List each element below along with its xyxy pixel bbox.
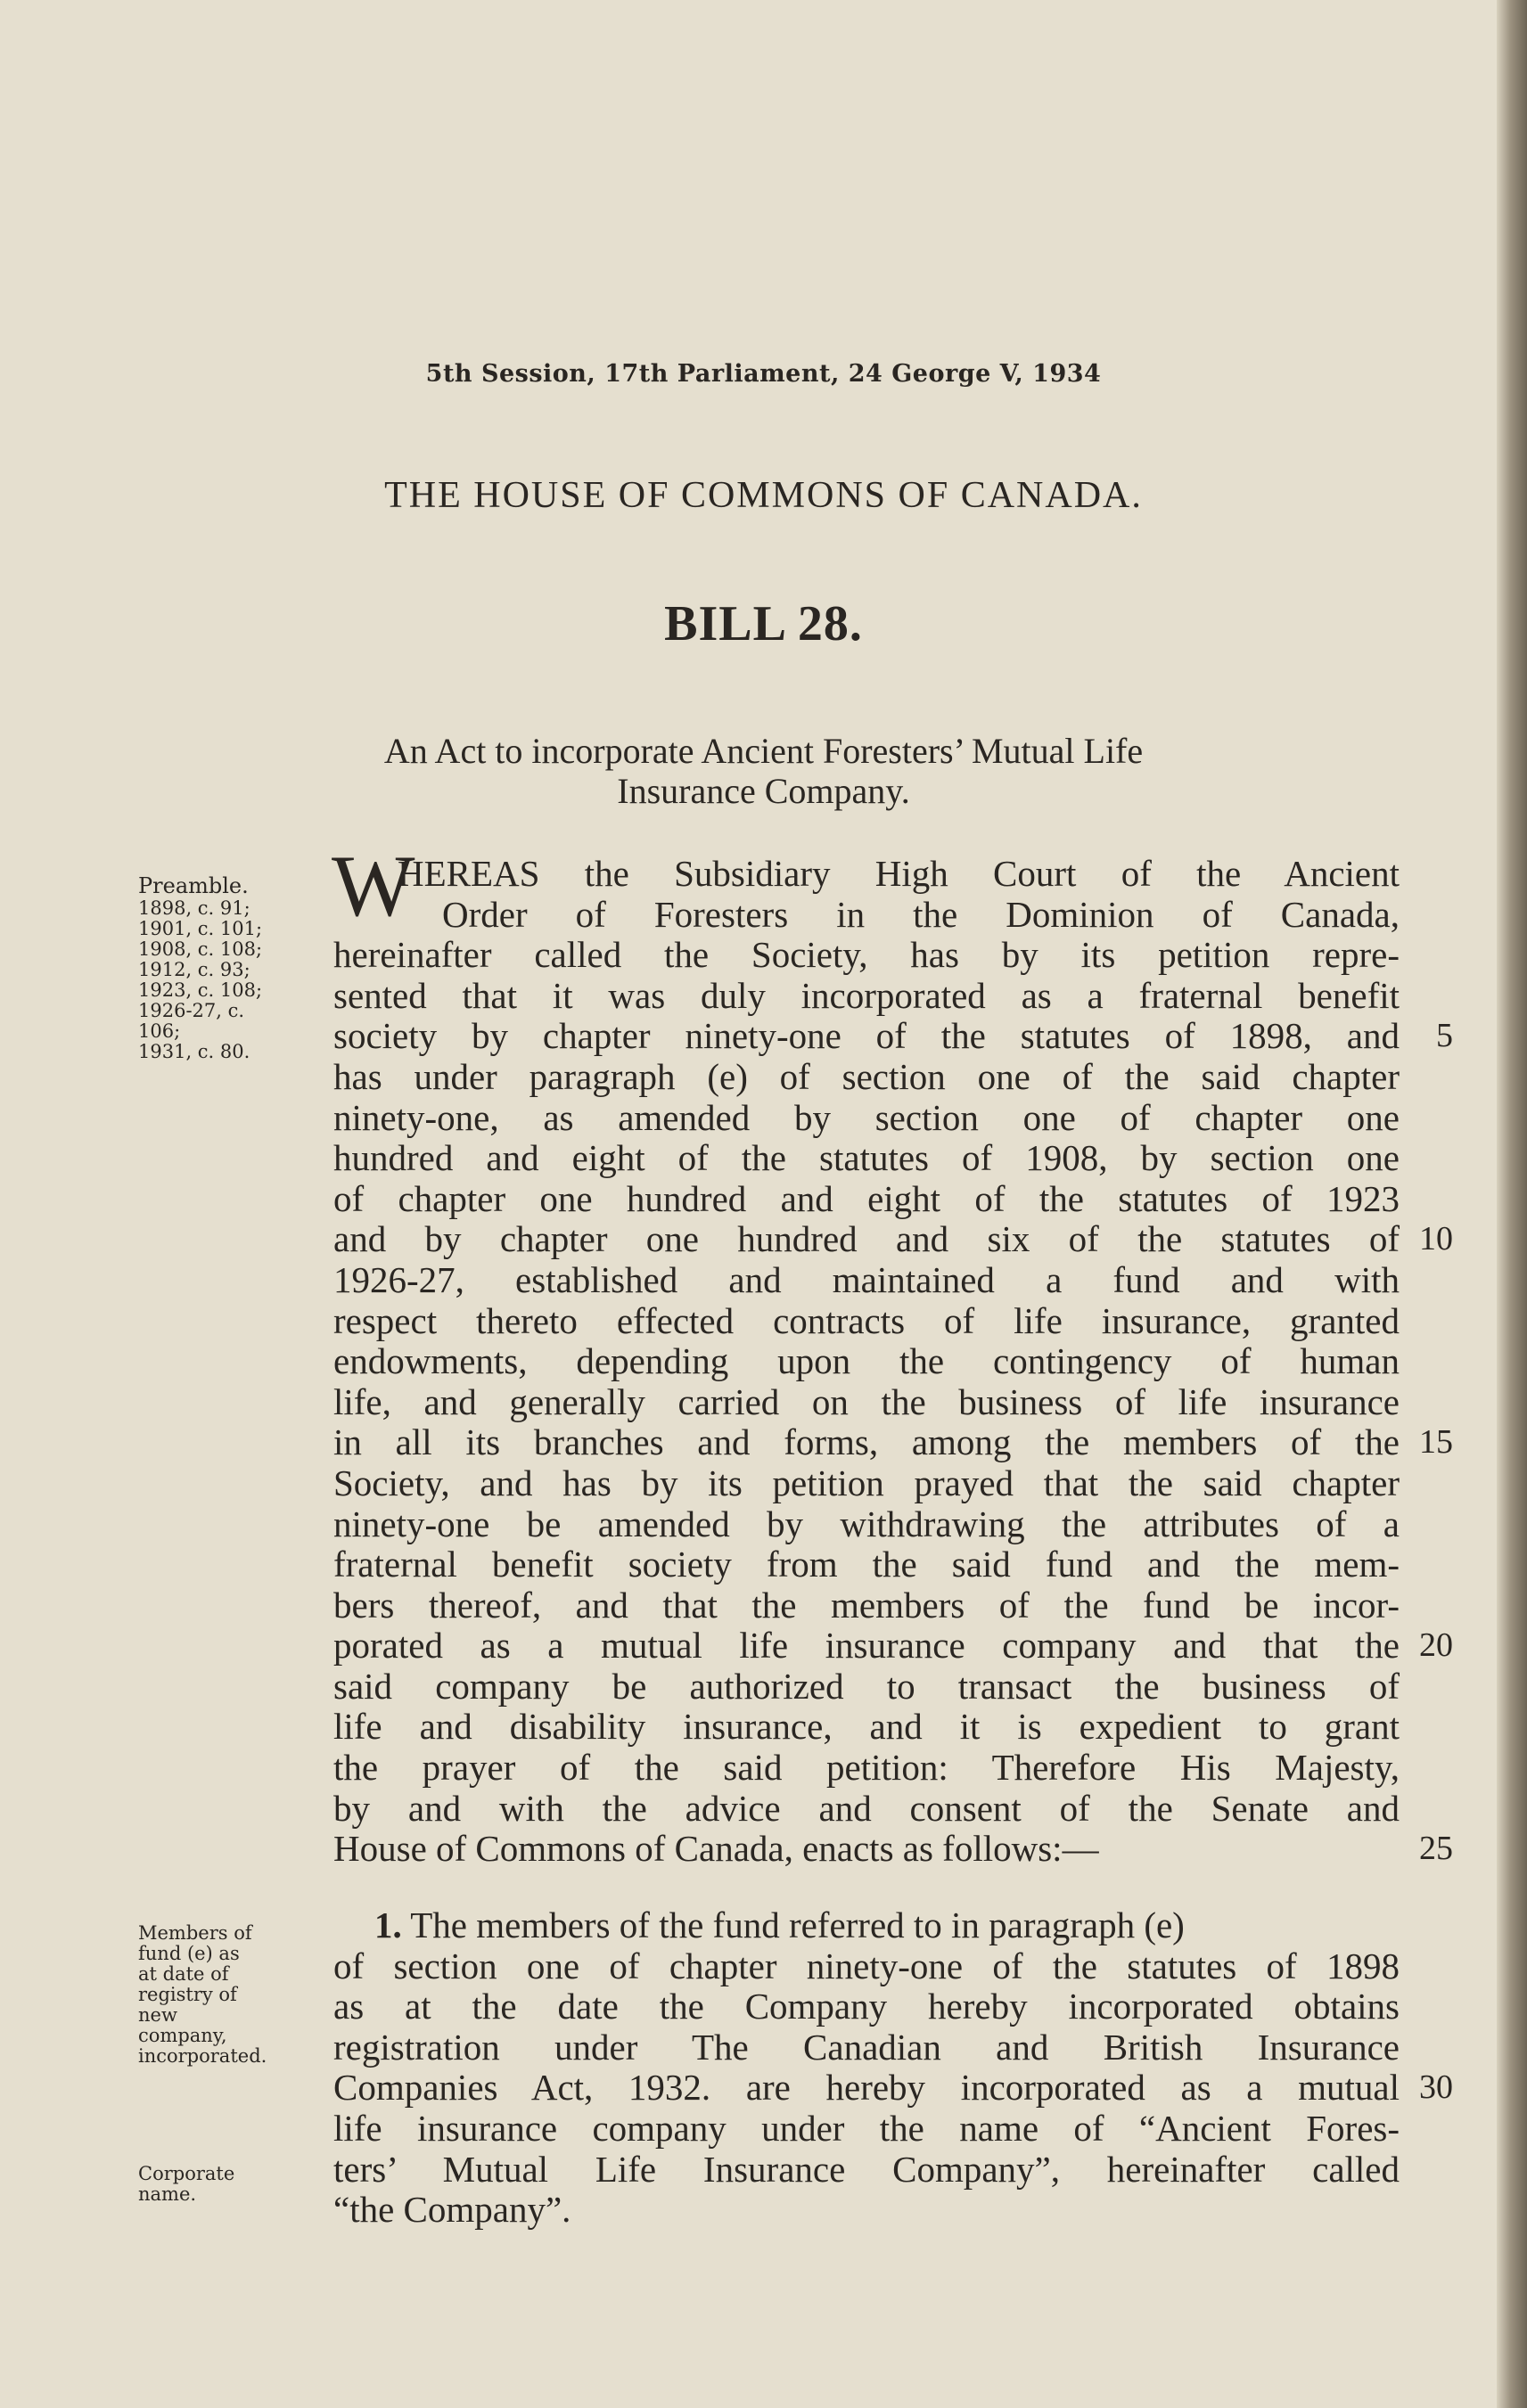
text-line: ninety-one, as amended by section one of chapter one [333,1096,1400,1138]
section-line-text: The members of the fund referred to in paragraph (e) [410,1904,1185,1945]
line-number: 30 [1419,2068,1453,2106]
session-line: 5th Session, 17th Parliament, 24 George V, 1934 [425,360,1102,388]
margin-note-line: Corporate [138,2163,235,2184]
margin-note-line: 1901, c. 101; [138,918,263,939]
margin-note-line: name. [138,2183,197,2205]
text-line: registration under The Canadian and British Insurance [333,2026,1400,2068]
text-line: hundred and eight of the statutes of 1908, by section one [333,1137,1400,1179]
drop-cap: W [332,838,415,935]
line-number: 20 [1419,1626,1453,1664]
text-line: life and disability insurance, and it is expedient to grant [333,1706,1400,1748]
margin-note-preamble [138,873,321,1062]
text-line: and by chapter one hundred and six of the statutes of [333,1218,1400,1260]
margin-note-line: fund (e) as [138,1943,240,1964]
margin-note-corporate [138,2164,321,2205]
text-line: said company be authorized to transact the business of [333,1665,1400,1707]
line-number: 5 [1436,1017,1453,1054]
text-line: endowments, depending upon the contingency of human [333,1340,1400,1382]
margin-note-line: 1908, c. 108; [138,938,263,960]
margin-note-members [138,1923,321,2067]
bill-number: BILL 28. [664,596,863,651]
margin-note-line: incorporated. [138,2045,267,2067]
text-line [333,1905,1400,1946]
margin-note-line: Preamble. [138,873,249,898]
text-line: of section one of chapter ninety-one of the statutes of 1898 [333,1945,1400,1986]
margin-note-line: 106; [138,1020,181,1042]
text-line: fraternal benefit society from the said fund and the mem- [333,1544,1400,1585]
act-title-line: Insurance Company. [617,771,910,811]
text-line: in all its branches and forms, among the members of the [333,1421,1400,1463]
text-line: “the Company”. [333,2189,571,2231]
text-line: Society, and has by its petition prayed that the said chapter [333,1462,1400,1503]
margin-note-line: 1912, c. 93; [138,959,250,980]
text-line: life, and generally carried on the business of life insurance [333,1380,1400,1422]
text-line: as at the date the Company hereby incorporated obtains [333,1986,1400,2027]
text-line: respect thereto effected contracts of life insurance, granted [333,1299,1400,1341]
section-number: 1. [374,1904,402,1945]
text-line: sented that it was duly incorporated as a fraternal benefit [333,974,1400,1016]
margin-note-line: registry of [138,1984,237,2005]
act-title [0,731,1527,811]
margin-note-line: 1926-27, c. [138,1000,245,1021]
text-line: HEREAS the Subsidiary High Court of the Ancient [398,853,1400,894]
text-line: ninety-one be amended by withdrawing the attributes of a [333,1503,1400,1544]
text-line: life insurance company under the name of “Ancient Fores- [333,2107,1400,2149]
text-line: has under paragraph (e) of section one of the said chapter [333,1055,1400,1097]
text-line: porated as a mutual life insurance company and that the [333,1625,1400,1667]
margin-note-line: 1931, c. 80. [138,1041,250,1062]
preamble-text [333,854,1400,1870]
text-line: House of Commons of Canada, enacts as follows:— [333,1828,1099,1870]
margin-note-line: Members of [138,1922,252,1944]
house-heading: THE HOUSE OF COMMONS OF CANADA. [384,475,1143,516]
text-line: bers thereof, and that the members of the fund be incor- [333,1584,1400,1626]
text-line: the prayer of the said petition: Therefore His Majesty, [333,1747,1400,1789]
line-number: 25 [1419,1830,1453,1867]
margin-note-line: at date of [138,1963,229,1985]
act-title-line: An Act to incorporate Ancient Foresters’ Mutual Life [383,731,1144,771]
line-number: 10 [1419,1220,1453,1257]
text-line: Order of Foresters in the Dominion of Canada, [442,893,1400,935]
text-line: ters’ Mutual Life Insurance Company”, hereinafter called [333,2148,1400,2190]
text-line: hereinafter called the Society, has by its petition repre- [333,934,1400,976]
margin-note-line: 1923, c. 108; [138,979,263,1001]
margin-note-line: new [138,2004,177,2026]
line-number: 15 [1419,1423,1453,1461]
text-line: by and with the advice and consent of the Senate and [333,1787,1400,1829]
section-1-text [333,1905,1400,2231]
text-line: society by chapter ninety-one of the statutes of 1898, and [333,1015,1400,1057]
text-line: 1926-27, established and maintained a fund and with [333,1258,1400,1300]
text-line: Companies Act, 1932. are hereby incorporated as a mutual [333,2067,1400,2109]
text-line: of chapter one hundred and eight of the statutes of 1923 [333,1177,1400,1219]
margin-note-line: company, [138,2025,227,2046]
margin-note-line: 1898, c. 91; [138,897,250,919]
